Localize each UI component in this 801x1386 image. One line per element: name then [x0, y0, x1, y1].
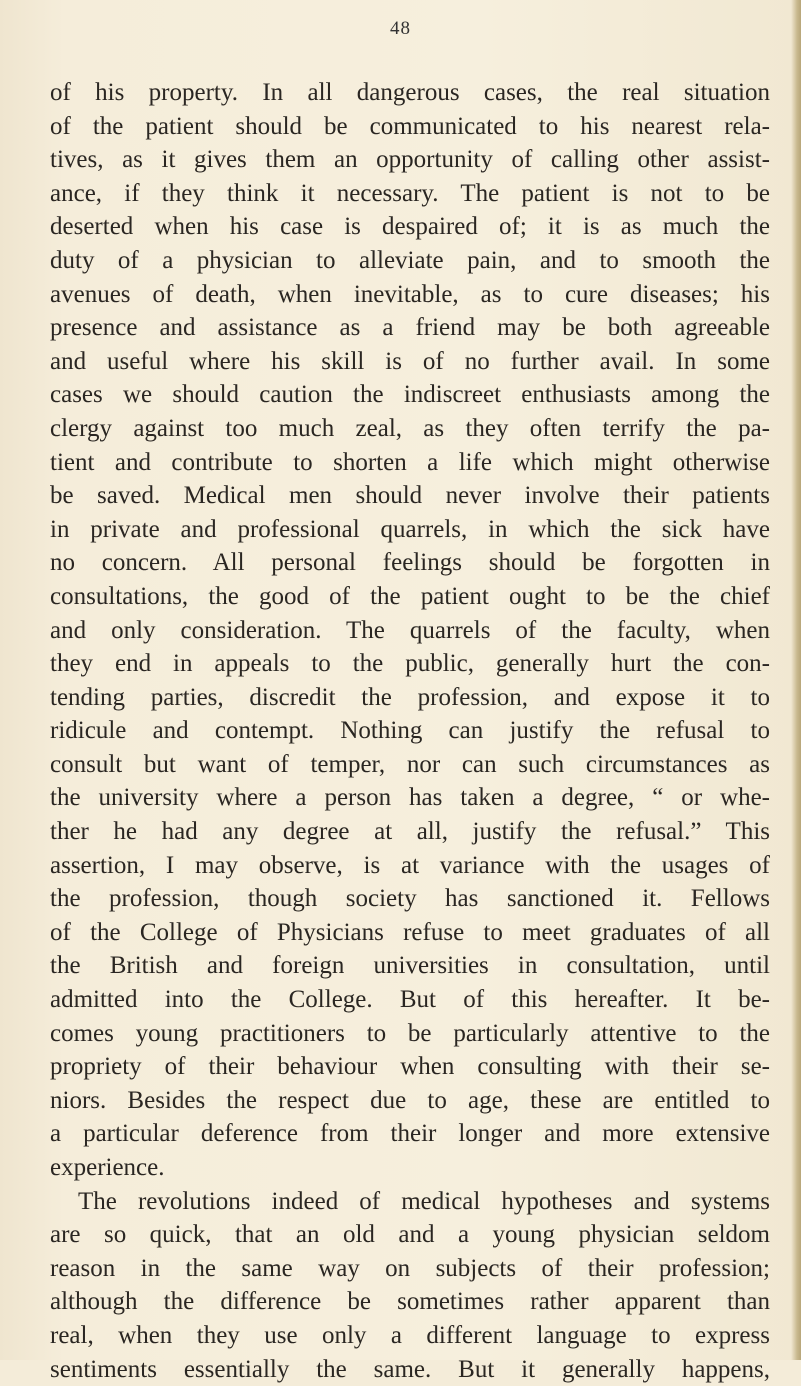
text-line: consult but want of temper, nor can such circumstances as [50, 750, 770, 778]
text-line: the profession, though society has sanctioned it. Fellows [50, 885, 770, 913]
text-line: ridicule and contempt. Nothing can justify the refusal to [50, 717, 770, 745]
text-line: no concern. All personal feelings should be forgotten in [50, 549, 770, 577]
page-edge-shadow [791, 0, 801, 1360]
text-line: the British and foreign universities in consultation, until [50, 952, 770, 980]
body-text [50, 76, 770, 1386]
text-line: of the College of Physicians refuse to meet graduates of all [50, 918, 770, 946]
text-line: be saved. Medical men should never involve their patients [50, 482, 770, 510]
text-line: cases we should caution the indiscreet enthusiasts among the [50, 381, 770, 409]
text-line: clergy against too much zeal, as they often terrify the pa- [50, 414, 770, 442]
text-line: and only consideration. The quarrels of the faculty, when [50, 616, 770, 644]
text-line: are so quick, that an old and a young physician seldom [50, 1221, 770, 1249]
text-line: deserted when his case is despaired of; it is as much the [50, 213, 770, 241]
text-line: ther he had any degree at all, justify the refusal.” This [50, 818, 770, 846]
text-line: sentiments essentially the same. But it generally happens, [50, 1355, 770, 1383]
text-line: ance, if they think it necessary. The patient is not to be [50, 179, 770, 207]
text-line: of his property. In all dangerous cases, the real situation [50, 79, 770, 106]
text-line: duty of a physician to alleviate pain, and to smooth the [50, 246, 770, 274]
text-line: they end in appeals to the public, generally hurt the con- [50, 650, 770, 678]
text-line: admitted into the College. But of this hereafter. It be- [50, 986, 770, 1014]
text-line: in private and professional quarrels, in which the sick have [50, 515, 770, 543]
text-line: a particular deference from their longer and more extensive [50, 1120, 770, 1148]
text-line: propriety of their behaviour when consulting with their se- [50, 1053, 770, 1081]
text-line: comes young practitioners to be particularly attentive to the [50, 1019, 770, 1047]
text-line: reason in the same way on subjects of their profession; [50, 1254, 770, 1282]
text-line: niors. Besides the respect due to age, these are entitled to [50, 1086, 770, 1114]
text-line: real, when they use only a different language to express [50, 1321, 770, 1349]
text-line: and useful where his skill is of no further avail. In some [50, 347, 770, 375]
text-line: tending parties, discredit the profession, and expose it to [50, 683, 770, 711]
text-line: experience. [50, 1154, 165, 1181]
page-number: 48 [390, 18, 411, 39]
text-line: avenues of death, when inevitable, as to cure diseases; his [50, 280, 770, 308]
text-line: tient and contribute to shorten a life which might otherwise [50, 448, 770, 476]
text-line: the university where a person has taken a degree, “ or whe- [50, 784, 770, 812]
text-line: presence and assistance as a friend may be both agreeable [50, 314, 770, 342]
text-line: consultations, the good of the patient ought to be the chief [50, 582, 770, 610]
text-line: although the difference be sometimes rather apparent than [50, 1288, 770, 1316]
text-line: The revolutions indeed of medical hypotheses and systems [78, 1187, 770, 1215]
text-line: assertion, I may observe, is at variance with the usages of [50, 851, 770, 879]
text-line: of the patient should be communicated to his nearest rela- [50, 112, 770, 140]
text-line: tives, as it gives them an opportunity of calling other assist- [50, 146, 770, 174]
